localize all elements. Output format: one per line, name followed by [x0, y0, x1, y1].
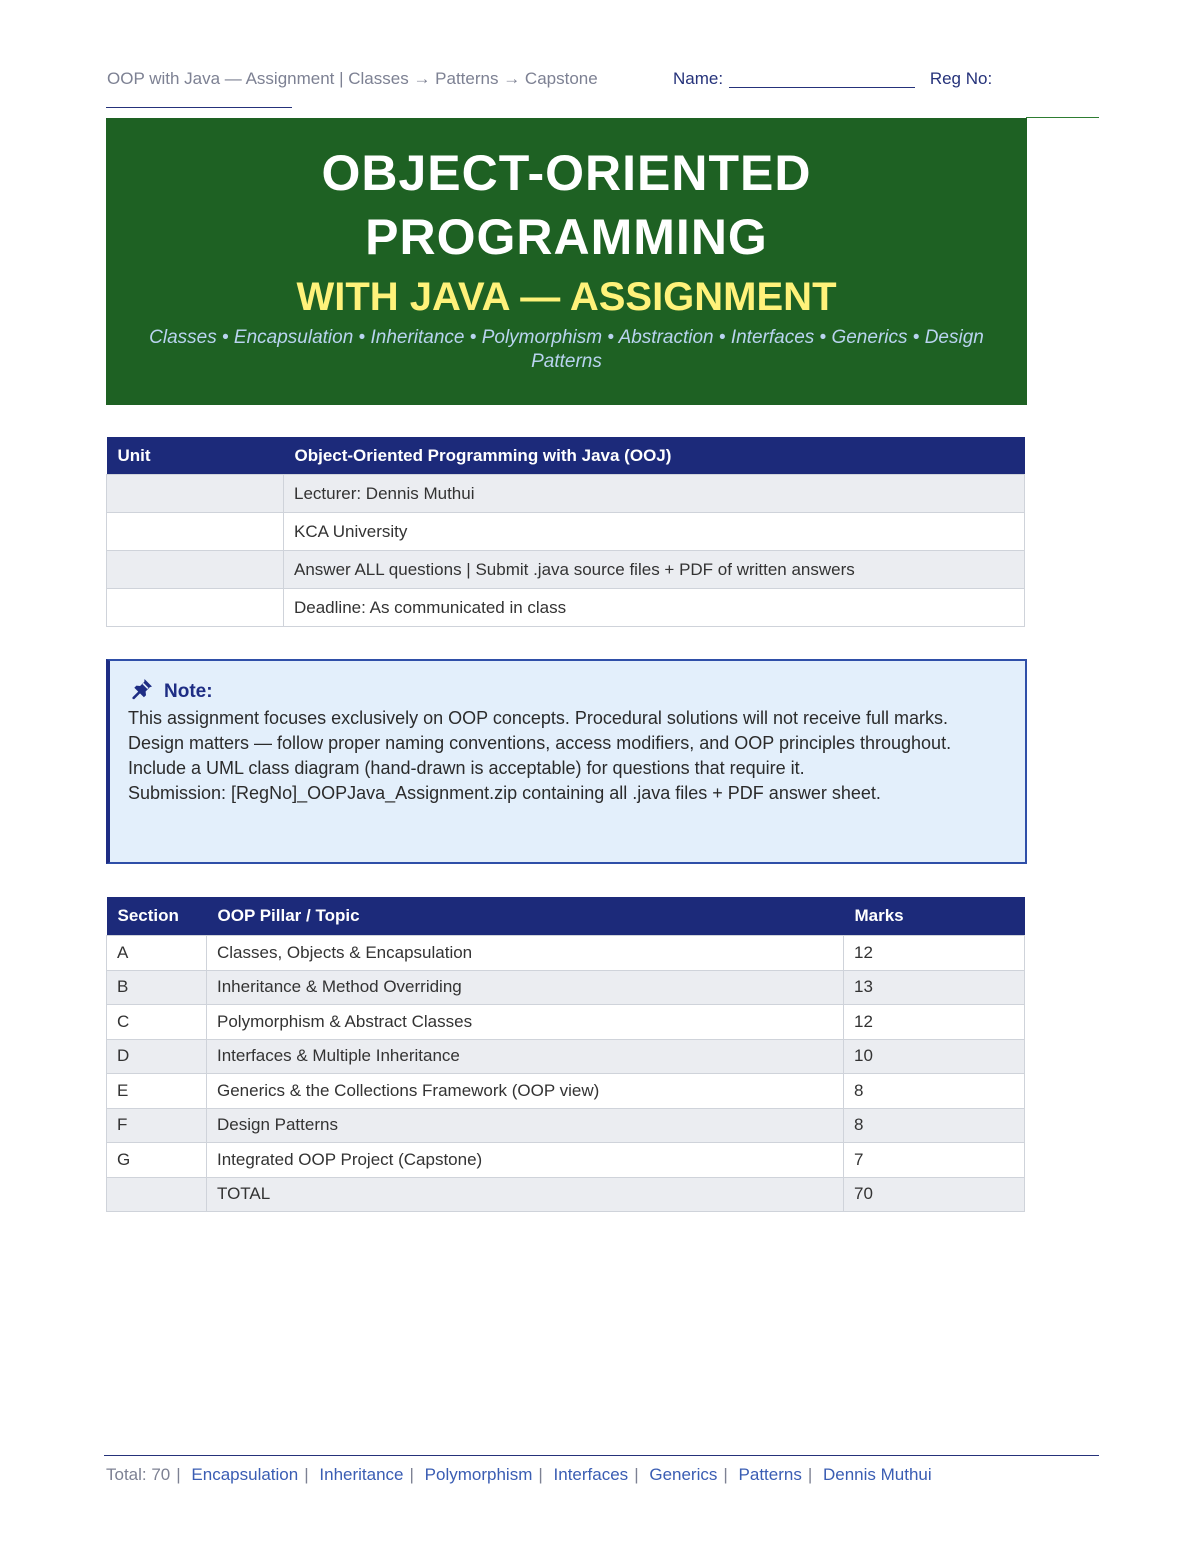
topic-cell: Generics & the Collections Framework (OOP view) [207, 1074, 844, 1109]
unit-header: Unit [107, 437, 284, 475]
marks-table [106, 897, 1025, 1212]
banner-subtitle: WITH JAVA — ASSIGNMENT [296, 275, 837, 319]
table-row [107, 1108, 1025, 1143]
section-cell: D [107, 1039, 207, 1074]
table-header-row [107, 897, 1025, 936]
lecturer-cell: Lecturer: Dennis Muthui [284, 475, 1025, 513]
footer-item: Generics [649, 1465, 718, 1484]
table-row [107, 1039, 1025, 1074]
footer-item: Polymorphism [424, 1465, 533, 1484]
student-fields [673, 69, 992, 89]
section-cell [107, 1177, 207, 1212]
footer-item: Encapsulation [191, 1465, 299, 1484]
note-line: This assignment focuses exclusively on OOP concepts. Procedural solutions will not receive full marks. [128, 708, 949, 728]
reg-label: Reg No: [929, 69, 993, 88]
footer-item: Patterns [738, 1465, 802, 1484]
marks-cell: 12 [844, 936, 1025, 971]
note-box [106, 659, 1027, 864]
table-row [107, 513, 1025, 551]
table-row [107, 1074, 1025, 1109]
marks-header: Marks [844, 897, 1025, 936]
table-row [107, 475, 1025, 513]
name-label: Name: [673, 69, 724, 88]
table-row [107, 970, 1025, 1005]
title-line-2: PROGRAMMING [365, 209, 768, 265]
total-label: TOTAL [207, 1177, 844, 1212]
table-row [107, 589, 1025, 627]
section-cell: B [107, 970, 207, 1005]
section-cell: F [107, 1108, 207, 1143]
note-line: Include a UML class diagram (hand-drawn is acceptable) for questions that require it. [128, 758, 805, 778]
section-cell: A [107, 936, 207, 971]
table-row [107, 936, 1025, 971]
name-field[interactable] [729, 69, 915, 88]
note-body [128, 707, 985, 807]
note-heading [130, 677, 213, 707]
topic-cell: Inheritance & Method Overriding [207, 970, 844, 1005]
note-title: Note: [164, 681, 213, 702]
deadline-cell: Deadline: As communicated in class [284, 589, 1025, 627]
footer-author: Dennis Muthui [823, 1465, 932, 1484]
table-cell [107, 551, 284, 589]
marks-cell: 8 [844, 1108, 1025, 1143]
table-row [107, 1005, 1025, 1040]
marks-cell: 13 [844, 970, 1025, 1005]
footer-item: Interfaces [553, 1465, 629, 1484]
unit-info-table [106, 437, 1025, 627]
total-marks: 70 [844, 1177, 1025, 1212]
table-header-row [107, 437, 1025, 475]
marks-cell: 12 [844, 1005, 1025, 1040]
section-cell: G [107, 1143, 207, 1178]
topic-header: OOP Pillar / Topic [207, 897, 844, 936]
section-cell: C [107, 1005, 207, 1040]
header-divider [1026, 117, 1099, 118]
table-cell [107, 513, 284, 551]
reg-no-field[interactable] [106, 107, 292, 108]
page-footer: Total: 70 | Encapsulation | Inheritance | Polymorphism | Interfaces | Generics | Patterns | Dennis Muthui [106, 1465, 932, 1484]
pin-icon [130, 677, 154, 707]
unit-title-header: Object-Oriented Programming with Java (OOJ) [284, 437, 1025, 475]
note-line: Design matters — follow proper naming conventions, access modifiers, and OOP principles throughout. [128, 733, 952, 753]
title-banner [106, 118, 1027, 405]
footer-item: Inheritance [319, 1465, 404, 1484]
total-row [107, 1177, 1025, 1212]
footer-total: Total: 70 [106, 1465, 171, 1484]
section-cell: E [107, 1074, 207, 1109]
title-line-1: OBJECT-ORIENTED [321, 145, 812, 201]
marks-cell: 7 [844, 1143, 1025, 1178]
table-row [107, 551, 1025, 589]
topic-cell: Integrated OOP Project (Capstone) [207, 1143, 844, 1178]
section-header: Section [107, 897, 207, 936]
topic-cell: Polymorphism & Abstract Classes [207, 1005, 844, 1040]
topic-cell: Classes, Objects & Encapsulation [207, 936, 844, 971]
course-line: OOP with Java — Assignment | Classes → Patterns → Capstone [107, 69, 598, 88]
banner-topics: Classes • Encapsulation • Inheritance • Polymorphism • Abstraction • Interfaces • Generics • Design Patterns [149, 327, 984, 372]
note-line: Submission: [RegNo]_OOPJava_Assignment.zip containing all .java files + PDF answer sheet. [128, 783, 881, 803]
table-cell [107, 589, 284, 627]
instructions-cell: Answer ALL questions | Submit .java source files + PDF of written answers [284, 551, 1025, 589]
topic-cell: Design Patterns [207, 1108, 844, 1143]
table-row [107, 1143, 1025, 1178]
marks-cell: 10 [844, 1039, 1025, 1074]
topic-cell: Interfaces & Multiple Inheritance [207, 1039, 844, 1074]
footer-divider [104, 1455, 1099, 1456]
university-cell: KCA University [284, 513, 1025, 551]
table-cell [107, 475, 284, 513]
marks-cell: 8 [844, 1074, 1025, 1109]
